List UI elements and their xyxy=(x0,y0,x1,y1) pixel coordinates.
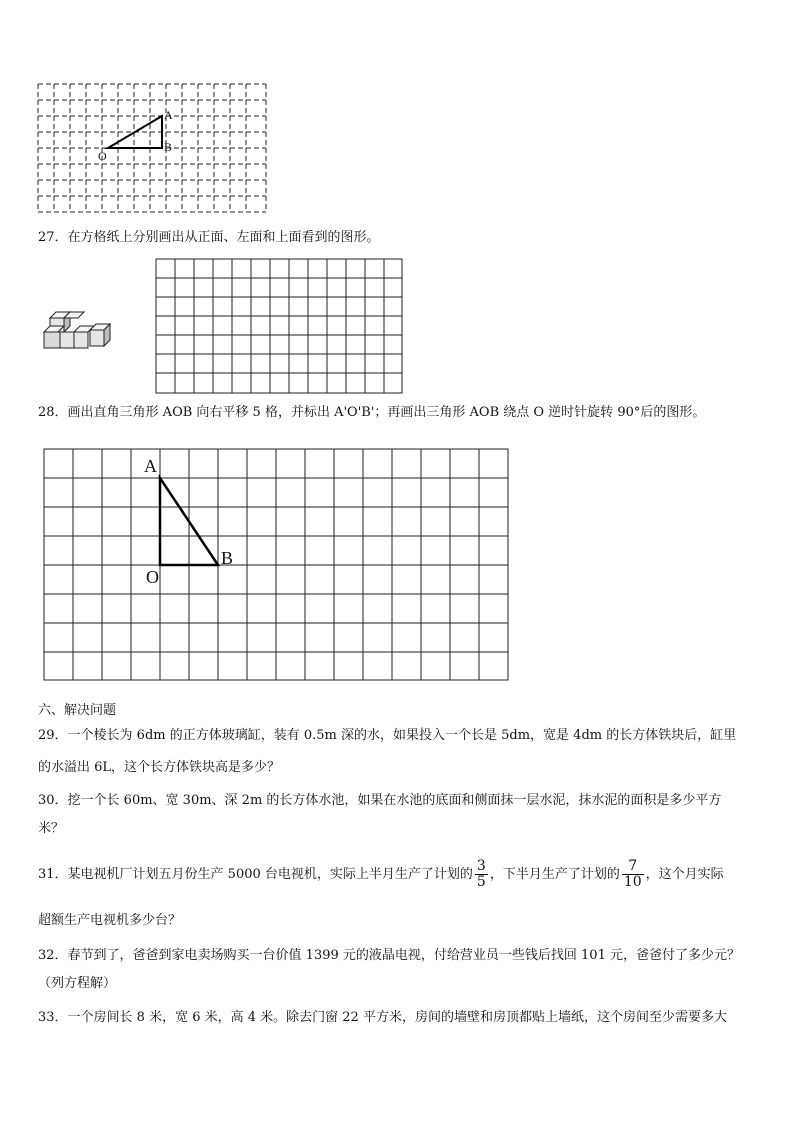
q28-label-a: A xyxy=(144,456,157,476)
q31-line1 xyxy=(38,858,724,892)
q31-part2: ，下半月生产了计划的 xyxy=(489,867,620,882)
q30-line1: 30．挖一个长 60m、宽 30m、深 2m 的长方体水池，如果在水池的底面和侧面抹一层水泥，抹水泥的面积是多少平方 xyxy=(38,793,722,808)
q30-line2: 米？ xyxy=(38,821,65,836)
q27-grid xyxy=(155,258,403,394)
q28-label-o: O xyxy=(146,567,159,587)
q31-fraction-1 xyxy=(475,859,488,890)
q29-line2: 的水溢出 6L，这个长方体铁块高是多少？ xyxy=(38,760,281,775)
q32-line1: 32．春节到了，爸爸到家电卖场购买一台价值 1399 元的液晶电视，付给营业员一些钱后找回 101 元，爸爸付了多少元？ xyxy=(38,948,740,963)
q27-text: 27．在方格纸上分别画出从正面、左面和上面看到的图形。 xyxy=(38,230,380,245)
cube-stack-illustration xyxy=(40,308,120,352)
q29-line1: 29．一个棱长为 6dm 的正方体玻璃缸，装有 0.5m 深的水，如果投入一个长是 5dm，宽是 4dm 的长方体铁块后，缸里 xyxy=(38,728,737,743)
q28-grid xyxy=(42,448,510,682)
q31-frac1-num: 3 xyxy=(476,858,486,874)
q31-fraction-2 xyxy=(622,859,644,890)
q32-line2: （列方程解） xyxy=(38,976,117,991)
figure1-label-a: A xyxy=(164,108,173,122)
figure1-grid xyxy=(36,82,268,214)
q28-label-b: B xyxy=(221,548,234,568)
section6-title: 六、解决问题 xyxy=(38,703,117,718)
figure1-label-o: O xyxy=(98,149,107,163)
q28-text: 28．画出直角三角形 AOB 向右平移 5 格，并标出 A'O'B'；再画出三角形 AOB 绕点 O 逆时针旋转 90°后的图形。 xyxy=(38,405,706,420)
q31-part3: ，这个月实际 xyxy=(645,867,724,882)
q31-frac2-den: 10 xyxy=(623,874,642,890)
q31-frac2-num: 7 xyxy=(622,859,644,875)
q31-part1: 31．某电视机厂计划五月份生产 5000 台电视机，实际上半月生产了计划的 xyxy=(38,867,473,882)
figure1-label-b: B xyxy=(164,140,173,154)
q33-line1: 33．一个房间长 8 米，宽 6 米，高 4 米。除去门窗 22 平方米，房间的墙壁和房顶都贴上墙纸，这个房间至少需要多大 xyxy=(38,1010,727,1025)
q31-frac1-den: 5 xyxy=(476,874,486,890)
q31-line2: 超额生产电视机多少台？ xyxy=(38,913,182,928)
